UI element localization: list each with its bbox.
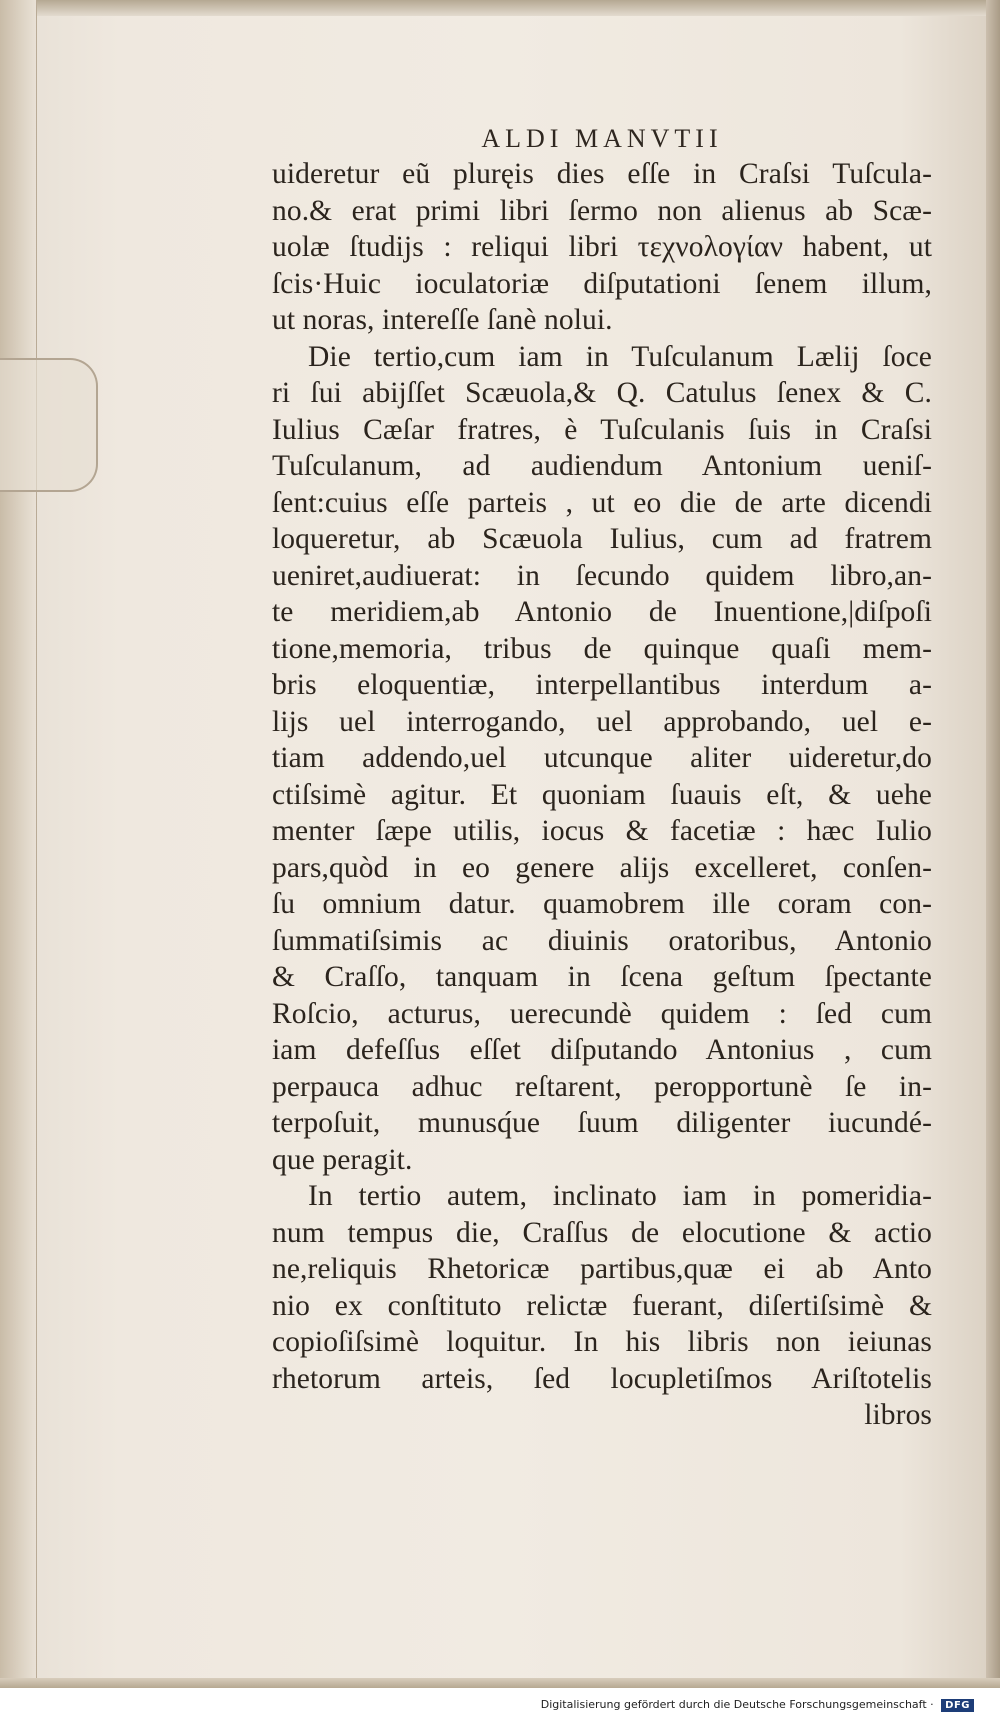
text-line: In tertio autem, inclinato iam in pomeridia- — [308, 1180, 932, 1212]
text-line: nio ex conſtituto relictæ fuerant, diſertiſsimè & — [272, 1289, 932, 1322]
text-line: Roſcio, acturus, uerecundè quidem : ſed cum — [272, 997, 932, 1030]
text-line: terpoſuit, munusq́ue ſuum diligenter iucundé- — [272, 1107, 932, 1139]
text-line: ſu omnium datur. quamobrem ille coram con- — [272, 888, 932, 920]
text-line: no.& erat primi libri ſermo non alienus ab Scæ- — [272, 194, 932, 227]
text-line: num tempus die, Craſſus de elocutione & actio — [272, 1216, 932, 1249]
dfg-logo-icon: DFG — [941, 1699, 974, 1712]
text-line: rhetorum arteis, ſed locupletiſmos Ariſtotelis — [272, 1362, 932, 1395]
text-line: Die tertio,cum iam in Tuſculanum Lælij ſoce — [308, 340, 932, 373]
text-line: perpauca adhuc reſtarent, peropportunè ſe in- — [272, 1070, 932, 1103]
text-line: te meridiem,ab Antonio de Inuentione,|diſpoſi — [272, 596, 932, 628]
text-line: copioſiſsimè loquitur. In his libris non ieiunas — [272, 1326, 932, 1358]
text-line: tione,memoria, tribus de quinque quaſi mem- — [272, 632, 932, 665]
text-line: uideretur eũ pluręis dies eſſe in Craſsi Tuſcula- — [272, 158, 932, 190]
text-line: tiam addendo,uel utcunque aliter uideretur,do — [272, 742, 932, 774]
page-bottom-edge — [0, 1678, 1000, 1688]
text-line: ri ſui abijſſet Scæuola,& Q. Catulus ſenex & C. — [272, 377, 932, 409]
catchword: libros — [864, 1399, 932, 1431]
text-block — [272, 122, 932, 1433]
text-line: iam defeſſus eſſet diſputando Antonius , cum — [272, 1034, 932, 1066]
footer-credit-text: Digitalisierung gefördert durch die Deutsche Forschungsgemeinschaft · — [540, 1698, 934, 1711]
text-line: Tuſculanum, ad audiendum Antonium ueniſ- — [272, 450, 932, 482]
book-binding — [0, 0, 37, 1718]
text-line: pars,quòd in eo genere alijs excelleret, conſen- — [272, 851, 932, 884]
page-right-edge — [986, 0, 1000, 1718]
text-line: loqueretur, ab Scæuola Iulius, cum ad fratrem — [272, 523, 932, 555]
text-line: ſcis·Huic ioculatoriæ diſputationi ſenem illum, — [272, 267, 932, 300]
text-line: que peragit. — [272, 1143, 413, 1176]
page-top-edge — [0, 0, 1000, 16]
text-line: uolæ ſtudijs : reliqui libri τεχνολογίαν habent, ut — [272, 231, 932, 263]
text-line: & Craſſo, tanquam in ſcena geſtum ſpectante — [272, 961, 932, 993]
text-line: lijs uel interrogando, uel approbando, uel e- — [272, 705, 932, 738]
text-line: Iulius Cæſar fratres, è Tuſculanis ſuis in Craſsi — [272, 413, 932, 446]
text-line: menter ſæpe utilis, iocus & facetiæ : hæc Iulio — [272, 815, 932, 847]
footer-bar — [0, 1688, 1000, 1718]
text-line: ctiſsimè agitur. Et quoniam ſuauis eſt, & uehe — [272, 778, 932, 811]
text-line: ſent:cuius eſſe parteis , ut eo die de arte dicendi — [272, 486, 932, 519]
running-head: ALDI MANVTII — [481, 124, 723, 153]
paper-fold-tab — [0, 358, 98, 492]
text-line: ut noras, intereſſe ſanè nolui. — [272, 304, 613, 336]
text-line: ueniret,audiuerat: in ſecundo quidem libro,an- — [272, 559, 932, 592]
footer-credit — [541, 1698, 974, 1712]
text-line: ſummatiſsimis ac diuinis oratoribus, Antonio — [272, 924, 932, 957]
text-line: bris eloquentiæ, interpellantibus interdum a- — [272, 669, 932, 701]
text-line: ne,reliquis Rhetoricæ partibus,quæ ei ab Anto — [272, 1253, 932, 1285]
body-text — [272, 156, 932, 1397]
